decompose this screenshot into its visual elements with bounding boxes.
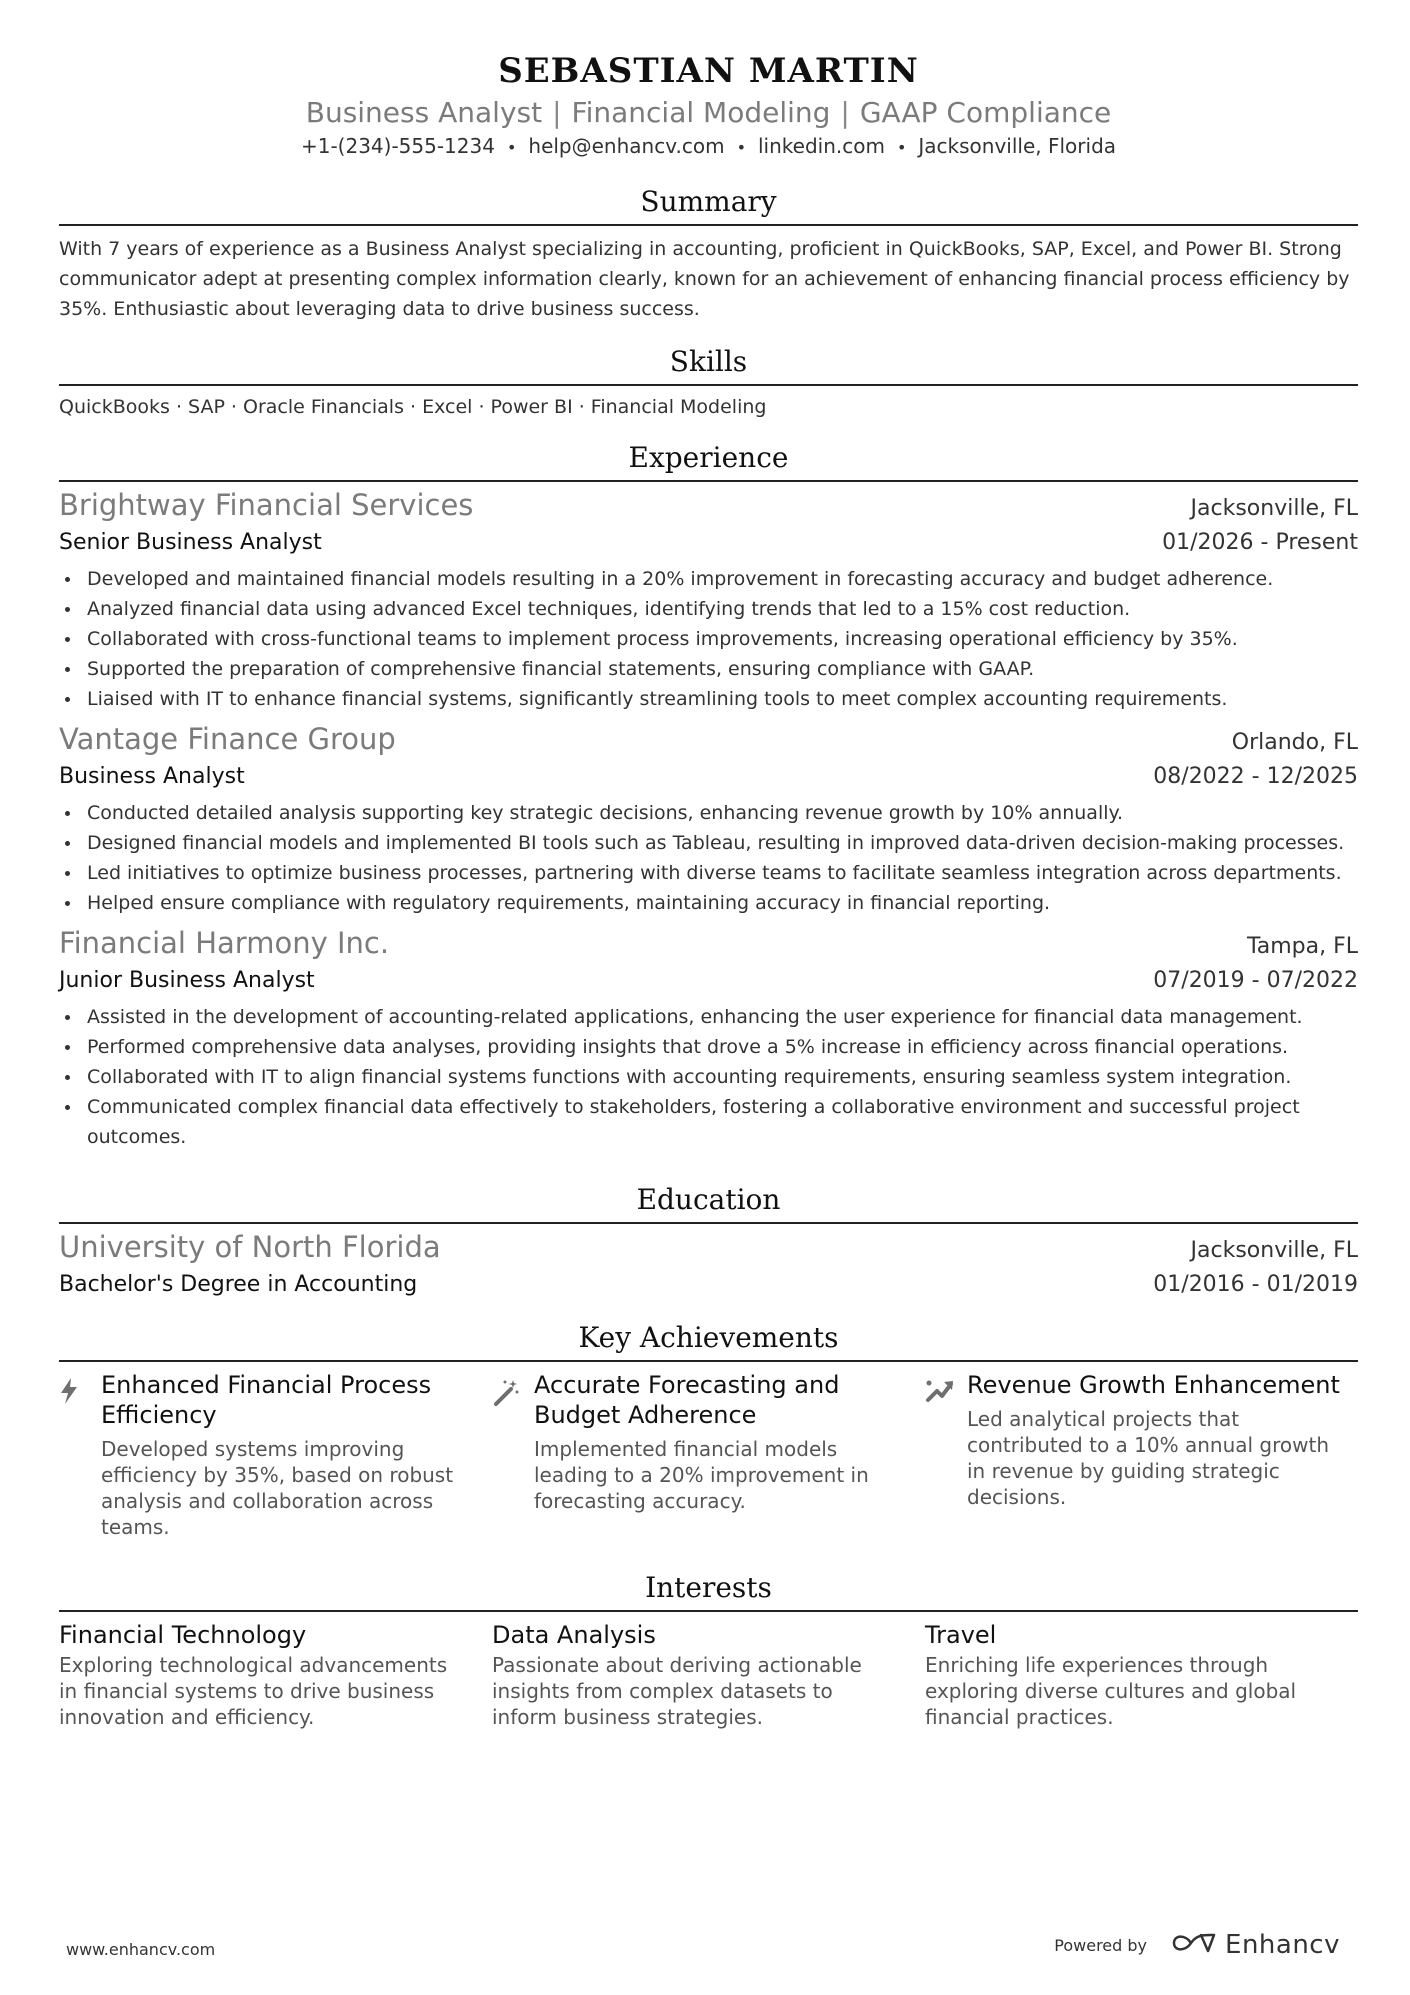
candidate-name: SEBASTIAN MARTIN — [498, 51, 919, 91]
contact-phone[interactable]: +1-(234)-555-1234 — [300, 134, 495, 158]
job-bullet: Collaborated with cross-functional teams to implement process improvements, increasing operational efficiency by 35%. — [59, 624, 1358, 654]
job-bullets — [59, 564, 1358, 714]
job-location: Jacksonville, FL — [1190, 496, 1358, 521]
achievement-title: Revenue Growth Enhancement — [967, 1371, 1340, 1399]
achievement-item — [59, 1370, 492, 1540]
job-entry — [59, 720, 1358, 918]
section-divider — [59, 1610, 1358, 1612]
job-entry — [59, 924, 1358, 1152]
job-bullet: Liaised with IT to enhance financial systems, significantly streamlining tools to meet complex accounting requirements. — [59, 684, 1358, 714]
powered-by-label: Powered by — [1054, 1935, 1148, 1955]
interest-desc: Passionate about deriving actionable insights from complex datasets to inform business strategies. — [492, 1653, 862, 1729]
job-role: Senior Business Analyst — [59, 530, 322, 555]
job-bullet: Helped ensure compliance with regulatory requirements, maintaining accuracy in financial reporting. — [59, 888, 1358, 918]
headline-separator: | — [840, 96, 850, 129]
experience-section — [59, 440, 1358, 1152]
achievement-item — [925, 1370, 1358, 1540]
achievement-desc: Developed systems improving efficiency by 35%, based on robust analysis and collaboration across teams. — [101, 1437, 454, 1539]
job-entry — [59, 486, 1358, 714]
section-heading-achievements: Key Achievements — [578, 1321, 839, 1354]
growth-arrow-icon — [925, 1370, 967, 1540]
interest-item — [925, 1618, 1358, 1730]
footer-branding — [1054, 1930, 1340, 1960]
magic-wand-icon — [492, 1370, 534, 1540]
achievement-title: Accurate Forecasting and Budget Adherence — [534, 1371, 840, 1429]
skills-section — [59, 344, 1358, 422]
section-divider — [59, 224, 1358, 226]
interest-item — [59, 1618, 492, 1730]
job-bullet: Collaborated with IT to align financial systems functions with accounting requirements, ensuring seamless system integration. — [59, 1062, 1358, 1092]
section-divider — [59, 1360, 1358, 1362]
education-section — [59, 1182, 1358, 1302]
brand-name[interactable]: Enhancv — [1225, 1930, 1340, 1960]
interest-title: Travel — [925, 1621, 997, 1649]
achievement-desc: Implemented financial models leading to a 20% improvement in forecasting accuracy. — [534, 1437, 869, 1513]
job-role: Junior Business Analyst — [59, 968, 315, 993]
job-bullet: Developed and maintained financial models resulting in a 20% improvement in forecasting accuracy and budget adherence. — [59, 564, 1358, 594]
interest-desc: Enriching life experiences through exploring diverse cultures and global financial practices. — [925, 1653, 1297, 1729]
resume-page — [59, 50, 1358, 1730]
achievement-title: Enhanced Financial Process Efficiency — [101, 1371, 432, 1429]
headline — [59, 94, 1358, 132]
summary-text: With 7 years of experience as a Business Analyst specializing in accounting, proficient in QuickBooks, SAP, Excel, and Power BI. Strong communicator adept at presenting complex information clearly, known for an achievement of enhancing financial process efficiency by 35%. Enthusiastic about leveraging data to drive business success. — [59, 238, 1350, 320]
contact-separator: • — [896, 138, 907, 157]
job-dates: 07/2019 - 07/2022 — [1153, 968, 1358, 993]
job-location: Tampa, FL — [1246, 934, 1358, 959]
contact-separator: • — [736, 138, 746, 157]
job-dates: 01/2026 - Present — [1162, 530, 1358, 555]
education-degree: Bachelor's Degree in Accounting — [59, 1272, 418, 1297]
job-company: Vantage Finance Group — [59, 722, 396, 756]
interests-section — [59, 1570, 1358, 1730]
job-bullet: Assisted in the development of accounting-related applications, enhancing the user experience for financial data management. — [59, 1002, 1358, 1032]
interest-desc: Exploring technological advancements in financial systems to drive business innovation and efficiency. — [59, 1653, 448, 1729]
section-heading-skills: Skills — [669, 345, 748, 378]
interest-title: Data Analysis — [492, 1621, 656, 1649]
job-bullet: Led initiatives to optimize business processes, partnering with diverse teams to facilitate seamless integration across departments. — [59, 858, 1358, 888]
contact-line — [59, 132, 1358, 162]
resume-header — [59, 50, 1358, 162]
job-bullet: Designed financial models and implemented BI tools such as Tableau, resulting in improved data-driven decision-making processes. — [59, 828, 1358, 858]
achievements-section — [59, 1320, 1358, 1540]
job-bullet: Supported the preparation of comprehensive financial statements, ensuring compliance with GAAP. — [59, 654, 1358, 684]
job-role: Business Analyst — [59, 764, 245, 789]
job-bullet: Conducted detailed analysis supporting key strategic decisions, enhancing revenue growth by 10% annually. — [59, 798, 1358, 828]
job-bullets — [59, 798, 1358, 918]
education-dates: 01/2016 - 01/2019 — [1153, 1272, 1358, 1297]
skills-list: QuickBooks · SAP · Oracle Financials · Excel · Power BI · Financial Modeling — [59, 396, 767, 418]
headline-title-2: Financial Modeling — [571, 96, 831, 129]
headline-title-1: Business Analyst — [305, 96, 543, 129]
section-divider — [59, 480, 1358, 482]
footer-website[interactable]: www.enhancv.com — [66, 1940, 216, 1959]
section-divider — [59, 384, 1358, 386]
job-location: Orlando, FL — [1231, 730, 1358, 755]
section-heading-experience: Experience — [628, 441, 789, 474]
job-dates: 08/2022 - 12/2025 — [1153, 764, 1358, 789]
section-heading-interests: Interests — [645, 1571, 772, 1604]
summary-section — [59, 184, 1358, 324]
section-divider — [59, 1222, 1358, 1224]
contact-location: Jacksonville, Florida — [918, 134, 1117, 158]
achievement-desc: Led analytical projects that contributed to a 10% annual growth in revenue by guiding strategic decisions. — [967, 1407, 1330, 1509]
section-heading-education: Education — [636, 1183, 781, 1216]
lightning-bolt-icon — [59, 1370, 101, 1540]
job-bullet: Communicated complex financial data effectively to stakeholders, fostering a collaborative environment and successful project outcomes. — [59, 1092, 1358, 1152]
contact-email[interactable]: help@enhancv.com — [528, 134, 725, 158]
education-location: Jacksonville, FL — [1190, 1238, 1358, 1263]
job-bullet: Performed comprehensive data analyses, providing insights that drove a 5% increase in efficiency across financial operations. — [59, 1032, 1358, 1062]
job-bullet: Analyzed financial data using advanced Excel techniques, identifying trends that led to a 15% cost reduction. — [59, 594, 1358, 624]
job-company: Brightway Financial Services — [59, 488, 474, 522]
job-bullets — [59, 1002, 1358, 1152]
achievement-item — [492, 1370, 925, 1540]
interest-item — [492, 1618, 925, 1730]
headline-title-3: GAAP Compliance — [859, 96, 1112, 129]
contact-separator: • — [506, 138, 517, 157]
job-company: Financial Harmony Inc. — [59, 926, 390, 960]
section-heading-summary: Summary — [640, 185, 777, 218]
interest-title: Financial Technology — [59, 1621, 307, 1649]
contact-linkedin[interactable]: linkedin.com — [758, 134, 885, 158]
headline-separator: | — [552, 96, 562, 129]
education-school: University of North Florida — [59, 1230, 441, 1264]
enhancv-logo-icon — [1171, 1931, 1217, 1959]
